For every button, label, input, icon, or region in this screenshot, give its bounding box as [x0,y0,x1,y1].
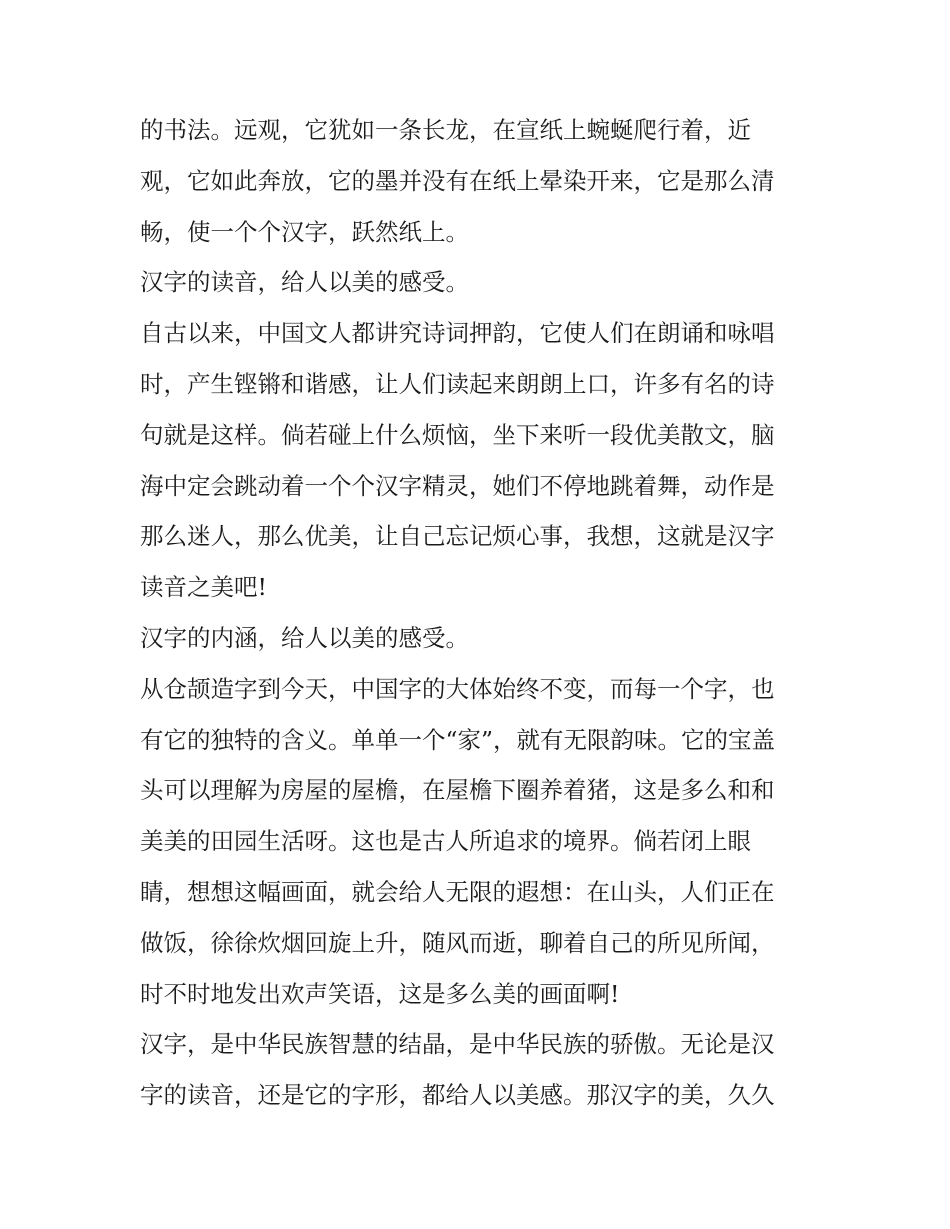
text-line: 畅，使一个个汉字，跃然纸上。 [140,217,469,246]
text-line: 读音之美吧! [140,573,267,602]
text-line: 从仓颉造字到今天，中国字的大体始终不变，而每一个字，也 [140,674,775,703]
text-line: 自古以来，中国文人都讲究诗词押韵，它使人们在朗诵和咏唱 [140,319,775,348]
section-heading-line: 汉字的内涵，给人以美的感受。 [140,623,469,652]
text-line: 睛，想想这幅画面，就会给人无限的遐想：在山头，人们正在 [140,877,775,906]
text-line: 的书法。远观，它犹如一条长龙，在宣纸上蜿蜒爬行着，近 [140,116,751,144]
essay-body [140,105,812,1121]
text-line: 海中定会跳动着一个个汉字精灵，她们不停地跳着舞，动作是 [140,471,775,500]
text-line: 时不时地发出欢声笑语，这是多么美的画面啊! [140,979,620,1008]
section-heading-line: 汉字的读音，给人以美的感受。 [140,268,469,297]
text-line: 那么迷人，那么优美，让自己忘记烦心事，我想，这就是汉字 [140,522,775,551]
text-line: 有它的独特的含义。单单一个“家”，就有无限韵味。它的宝盖 [140,725,776,754]
text-line: 字的读音，还是它的字形，都给人以美感。那汉字的美，久久 [140,1081,775,1110]
text-line: 时，产生铿锵和谐感，让人们读起来朗朗上口，许多有名的诗 [140,369,775,398]
text-line: 句就是这样。倘若碰上什么烦恼，坐下来听一段优美散文，脑 [140,420,775,449]
text-line: 做饭，徐徐炊烟回旋上升，随风而逝，聊着自己的所见所闻， [140,928,775,957]
text-line: 观，它如此奔放，它的墨并没有在纸上晕染开来，它是那么清 [140,166,775,195]
text-line: 汉字，是中华民族智慧的结晶，是中华民族的骄傲。无论是汉 [140,1030,775,1059]
text-line: 美美的田园生活呀。这也是古人所追求的境界。倘若闭上眼 [140,827,751,856]
text-line: 头可以理解为房屋的屋檐，在屋檐下圈养着猪，这是多么和和 [140,776,775,805]
